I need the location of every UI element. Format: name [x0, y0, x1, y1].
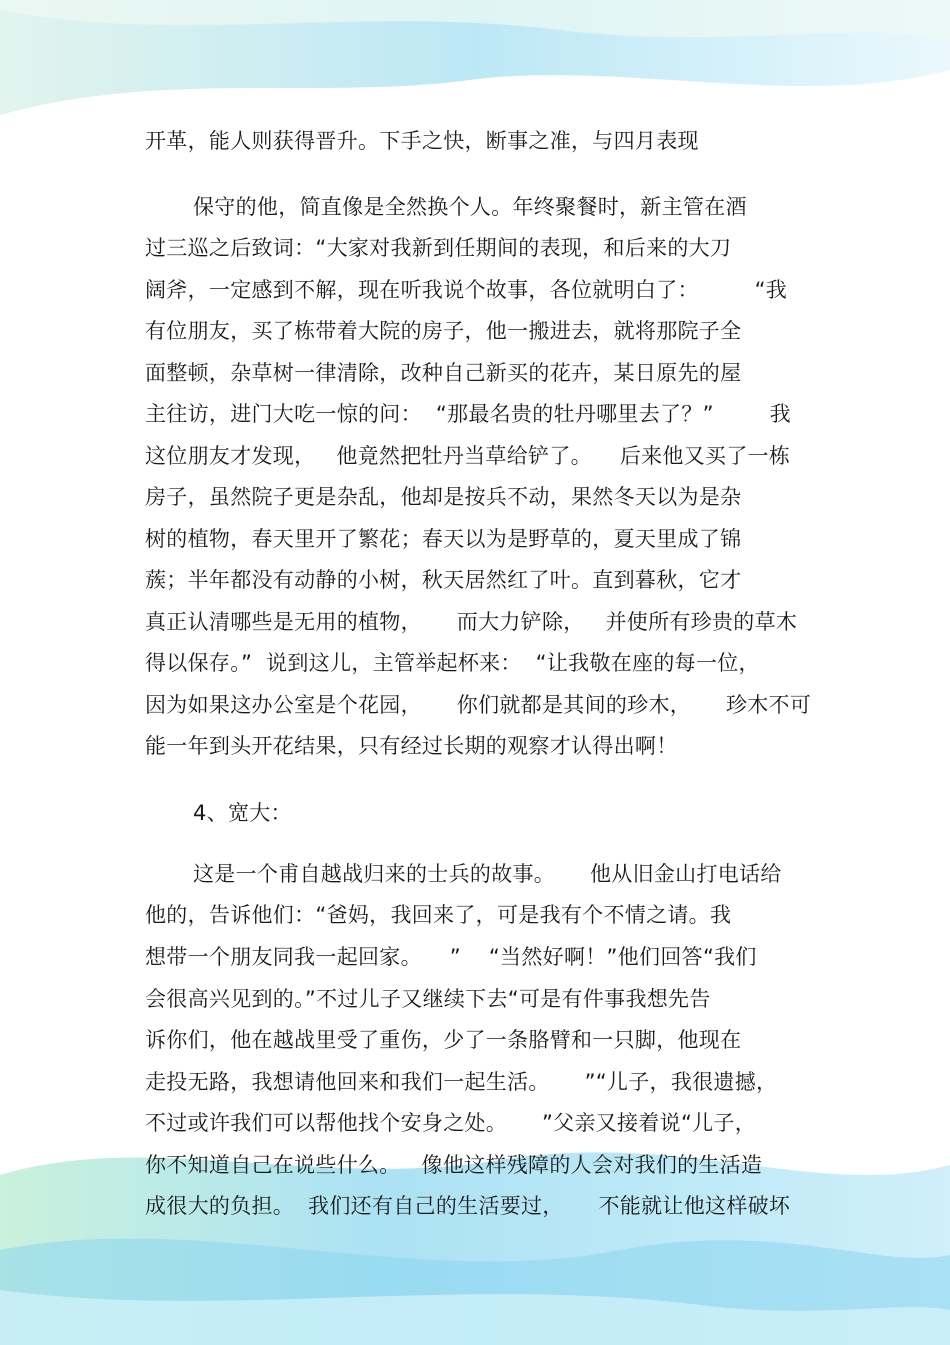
- text-line: 走投无路，我想请他回来和我们一起生活。 ”“儿子，我很遗撼，: [145, 1070, 778, 1094]
- text-line: 能一年到头开花结果，只有经过长期的观察才认得出啊！: [145, 734, 678, 758]
- text-line: 因为如果这办公室是个花园， 你们就都是其间的珍木， 珍木不可: [145, 693, 812, 717]
- text-line: 他的，告诉他们：“爸妈，我回来了，可是我有个不情之请。我: [145, 903, 732, 927]
- text-line: 成很大的负担。 我们还有自己的生活要过， 不能就让他这样破坏: [145, 1194, 791, 1218]
- text-line: 真正认清哪些是无用的植物， 而大力铲除， 并使所有珍贵的草木: [145, 610, 798, 634]
- text-line: 你不知道自己在说些什么。 像他这样残障的人会对我们的生活造: [145, 1153, 763, 1177]
- text-line: 房子，虽然院子更是杂乱，他却是按兵不动，果然冬天以为是杂: [145, 485, 742, 509]
- text-line: 诉你们，他在越战里受了重伤，少了一条胳臂和一只脚，他现在: [145, 1028, 742, 1052]
- text-line: 面整顿，杂草树一律清除，改种自己新买的花卉，某日原先的屋: [145, 361, 742, 385]
- text-line: 过三巡之后致词：“大家对我新到任期间的表现，和后来的大刀: [145, 236, 732, 260]
- text-line: 树的植物，春天里开了繁花；春天以为是野草的，夏天里成了锦: [145, 527, 742, 551]
- text-line: 蔟；半年都没有动静的小树，秋天居然红了叶。直到暮秋，它才: [145, 568, 742, 592]
- text-line: 不过或许我们可以帮他找个安身之处。 ”父亲又接着说“儿子，: [145, 1111, 757, 1135]
- paragraph-start-line: 保守的他，简直像是全然换个人。年终聚餐时，新主管在酒: [193, 195, 747, 219]
- text-line: 会很高兴见到的。”不过儿子又继续下去“可是有件事我想先告: [145, 987, 711, 1011]
- paragraph-start-line: 这是一个甫自越战归来的士兵的故事。 他从旧金山打电话给: [193, 862, 782, 886]
- section-heading: 4、宽大：: [193, 801, 292, 825]
- text-line: 想带一个朋友同我一起回家。 ” “当然好啊！”他们回答“我们: [145, 945, 757, 969]
- text-line: 主往访，进门大吃一惊的问： “那最名贵的牡丹哪里去了？” 我: [145, 402, 791, 426]
- text-line: 得以保存。” 说到这儿，主管举起杯来： “让我敬在座的每一位，: [145, 651, 760, 675]
- text-line: 这位朋友才发现， 他竟然把牡丹当草给铲了。 后来他又买了一栋: [145, 444, 791, 468]
- text-line: 阔斧，一定感到不解，现在听我说个故事，各位就明白了： “我: [145, 278, 788, 302]
- text-line: 开革，能人则获得晋升。下手之快，断事之准，与四月表现: [145, 129, 699, 153]
- text-line: 有位朋友，买了栋带着大院的房子，他一搬进去，就将那院子全: [145, 319, 742, 343]
